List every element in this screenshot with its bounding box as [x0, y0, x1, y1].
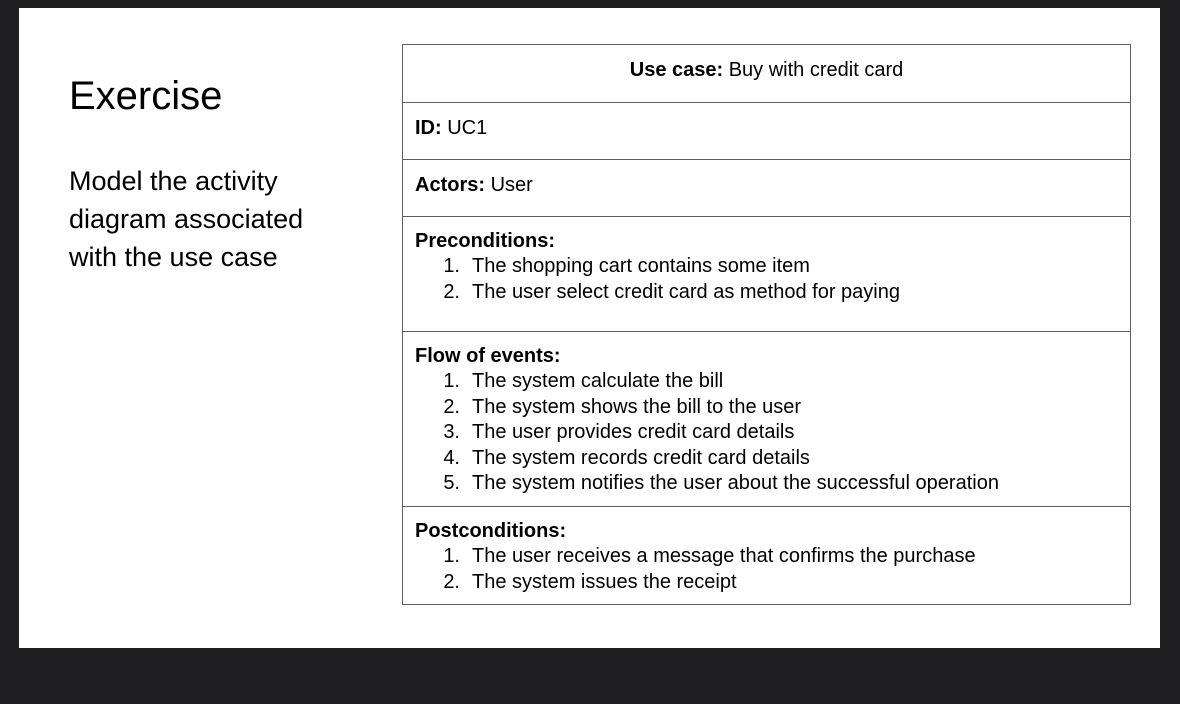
slide	[19, 8, 1160, 648]
postconditions-list	[415, 544, 1118, 595]
actors-label: Actors:	[415, 174, 486, 196]
preconditions-label: Preconditions:	[415, 230, 556, 252]
list-item	[415, 420, 1118, 446]
list-number: 1.	[443, 545, 460, 567]
use-case-name: Buy with credit card	[728, 59, 904, 81]
list-item	[415, 369, 1118, 395]
list-text: The shopping cart contains some item	[472, 255, 810, 277]
list-item	[415, 544, 1118, 570]
postconditions-row	[403, 506, 1130, 604]
list-number: 4.	[443, 446, 460, 469]
actors-row	[403, 159, 1130, 216]
actors-value: User	[490, 174, 533, 196]
id-value: UC1	[447, 117, 488, 139]
slide-description: Model the activity diagram associated with the use case	[69, 166, 304, 272]
list-number: 2.	[443, 395, 460, 418]
list-number: 3.	[443, 421, 460, 443]
list-item	[415, 280, 1118, 306]
list-number: 2.	[443, 570, 460, 593]
use-case-header-row	[403, 45, 1130, 102]
slide-title: Exercise	[69, 74, 223, 118]
list-text: The system calculate the bill	[472, 370, 724, 392]
preconditions-list	[415, 254, 1118, 305]
list-item	[415, 570, 1118, 596]
use-case-label: Use case:	[629, 59, 724, 81]
list-text: The system shows the bill to the user	[472, 395, 802, 418]
list-item	[415, 254, 1118, 280]
list-text: The user select credit card as method for paying	[472, 280, 900, 303]
id-label: ID:	[415, 117, 442, 139]
use-case-table	[402, 44, 1131, 605]
postconditions-label: Postconditions:	[415, 520, 567, 542]
list-item	[415, 395, 1118, 421]
id-row	[403, 102, 1130, 159]
preconditions-row	[403, 216, 1130, 331]
list-number: 1.	[443, 255, 460, 277]
list-item	[415, 446, 1118, 472]
list-text: The system records credit card details	[472, 446, 810, 469]
list-text: The system issues the receipt	[472, 570, 737, 593]
list-text: The system notifies the user about the successful operation	[472, 472, 999, 494]
flow-of-events-label: Flow of events:	[415, 345, 561, 367]
list-text: The user receives a message that confirms the purchase	[472, 545, 976, 567]
list-number: 2.	[443, 280, 460, 303]
flow-of-events-list	[415, 369, 1118, 497]
flow-of-events-row	[403, 331, 1130, 506]
list-item	[415, 471, 1118, 497]
list-number: 1.	[443, 370, 460, 392]
list-text: The user provides credit card details	[472, 421, 795, 443]
list-number: 5.	[443, 472, 460, 494]
